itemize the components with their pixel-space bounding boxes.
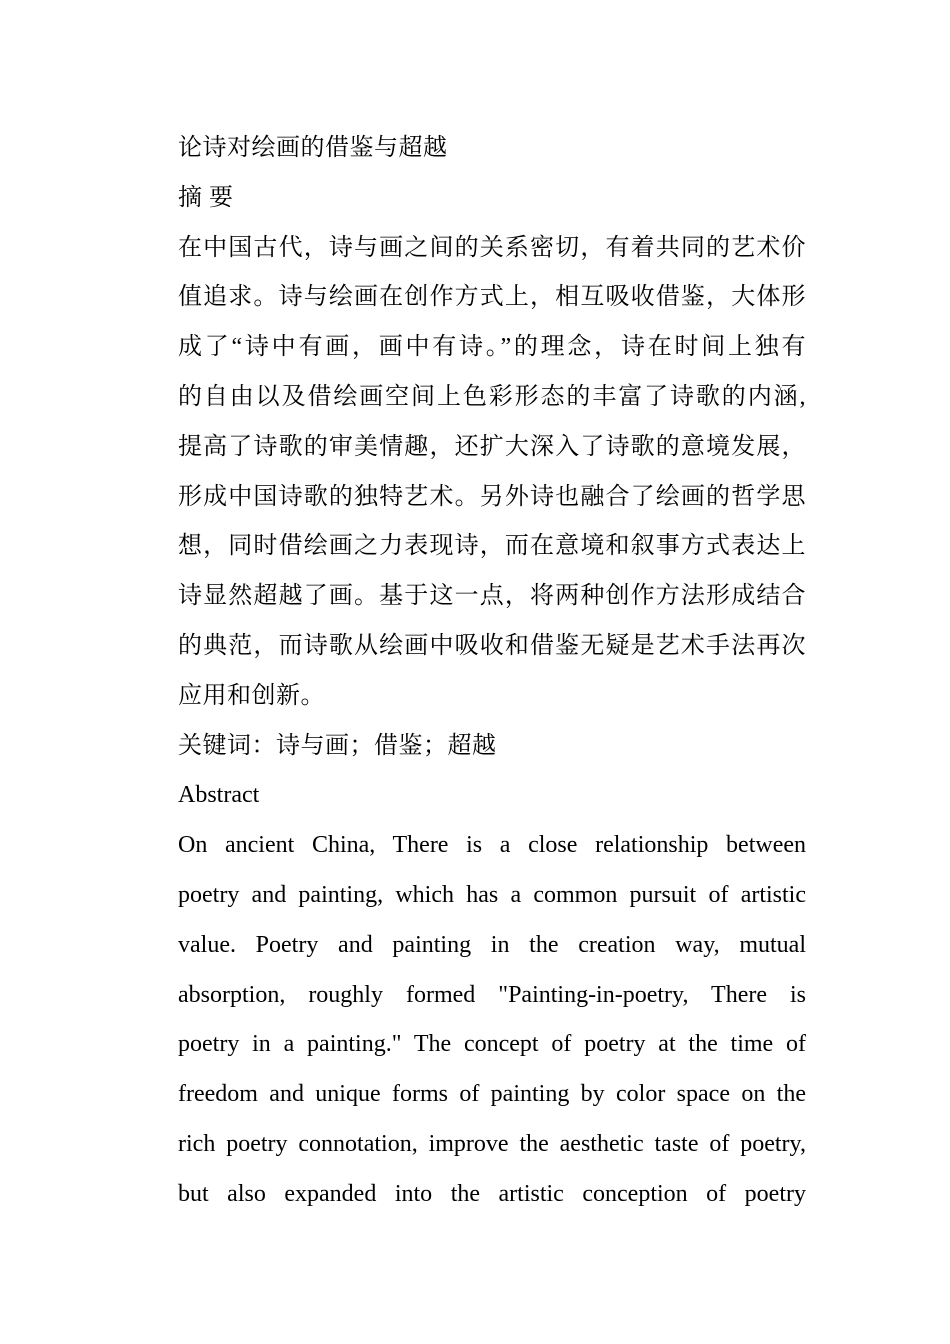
abstract-zh-line: 的典范，而诗歌从绘画中吸收和借鉴无疑是艺术手法再次 bbox=[178, 632, 806, 659]
abstract-en-line: value. Poetry and painting in the creation way, mutual bbox=[178, 931, 806, 958]
abstract-zh-body bbox=[178, 224, 806, 722]
abstract-zh-line: 成了“诗中有画，画中有诗。”的理念，诗在时间上独有 bbox=[178, 334, 806, 361]
abstract-en-line: absorption, roughly formed "Painting-in-poetry, There is bbox=[178, 981, 806, 1008]
abstract-en-body bbox=[178, 821, 806, 1219]
abstract-zh-line: 应用和创新。 bbox=[178, 682, 325, 709]
abstract-en-line: poetry and painting, which has a common pursuit of artistic bbox=[178, 881, 806, 908]
abstract-zh-line: 诗显然超越了画。基于这一点，将两种创作方法形成结合 bbox=[178, 583, 806, 610]
keywords-zh: 关键词：诗与画；借鉴；超越 bbox=[178, 732, 497, 759]
abstract-zh-line: 在中国古代，诗与画之间的关系密切，有着共同的艺术价 bbox=[178, 234, 806, 261]
abstract-en-line: poetry in a painting." The concept of poetry at the time of bbox=[178, 1031, 806, 1058]
abstract-zh-line: 想，同时借绘画之力表现诗，而在意境和叙事方式表达上 bbox=[178, 533, 806, 560]
abstract-zh-line: 提高了诗歌的审美情趣，还扩大深入了诗歌的意境发展， bbox=[178, 433, 806, 460]
abstract-en-heading: Abstract bbox=[178, 782, 260, 809]
abstract-zh-line: 形成中国诗歌的独特艺术。另外诗也融合了绘画的哲学思 bbox=[178, 483, 806, 510]
abstract-zh-line: 的自由以及借绘画空间上色彩形态的丰富了诗歌的内涵, bbox=[178, 383, 806, 410]
abstract-en-line: rich poetry connotation, improve the aesthetic taste of poetry, bbox=[178, 1130, 806, 1157]
abstract-en-line: freedom and unique forms of painting by color space on the bbox=[178, 1081, 806, 1108]
document-title: 论诗对绘画的借鉴与超越 bbox=[178, 135, 448, 161]
abstract-en-line: but also expanded into the artistic conception of poetry bbox=[178, 1180, 806, 1207]
document-page bbox=[178, 124, 806, 1220]
abstract-zh-line: 值追求。诗与绘画在创作方式上，相互吸收借鉴，大体形 bbox=[178, 284, 806, 311]
abstract-en-line: On ancient China, There is a close relationship between bbox=[178, 832, 806, 859]
abstract-zh-heading: 摘 要 bbox=[178, 184, 234, 211]
